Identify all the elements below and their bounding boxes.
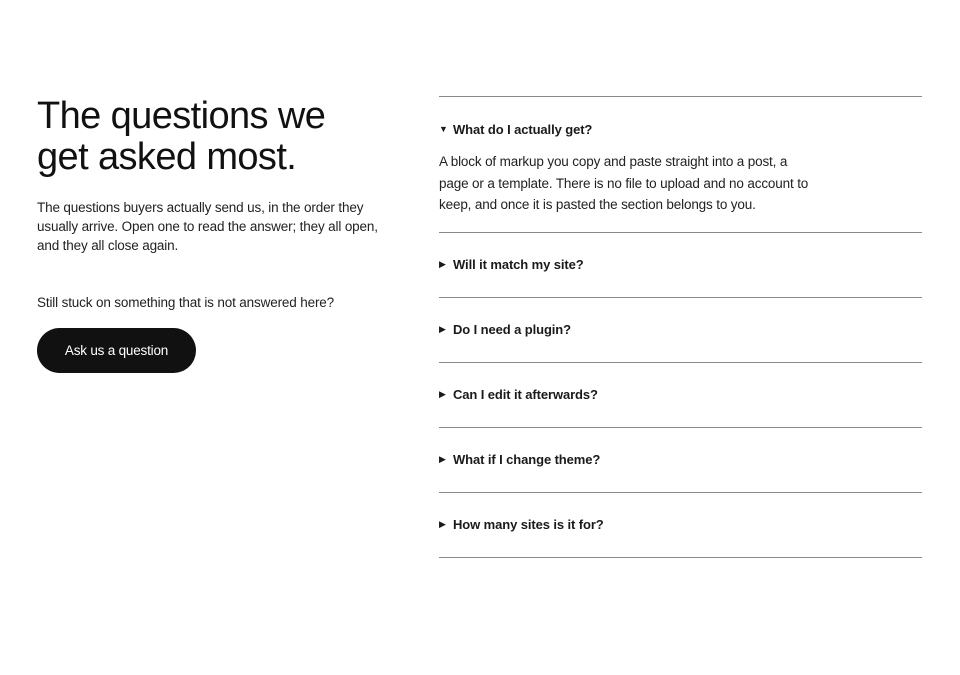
faq-question-label: How many sites is it for? [453, 517, 604, 532]
faq-question-match-site[interactable] [439, 233, 922, 297]
intro-description: The questions buyers actually send us, in the order they usually arrive. Open one to read the answer; they all open, and they all close again. [37, 200, 378, 253]
faq-intro [37, 96, 397, 373]
faq-question-how-many-sites[interactable] [439, 493, 922, 557]
page-title-line-2: get asked most. [37, 136, 297, 178]
faq-item-need-plugin [439, 297, 922, 362]
caret-right-icon: ▶ [439, 324, 446, 334]
faq-question-need-plugin[interactable] [439, 298, 922, 362]
faq-question-label: Will it match my site? [453, 257, 584, 272]
faq-item-change-theme [439, 427, 922, 492]
faq-question-change-theme[interactable] [439, 428, 922, 492]
faq-item-how-many-sites [439, 492, 922, 558]
faq-accordion [439, 96, 922, 558]
faq-question-label: Can I edit it afterwards? [453, 387, 598, 402]
faq-item-match-site [439, 232, 922, 297]
caret-right-icon: ▶ [439, 519, 446, 529]
caret-right-icon: ▶ [439, 389, 446, 399]
faq-answer: A block of markup you copy and paste straight into a post, a page or a template. There is no file to upload and no account to keep, and once it is pasted the section belongs to you. [439, 154, 809, 212]
caret-down-icon: ▼ [439, 123, 448, 134]
page-title-line-1: The questions we [37, 95, 326, 137]
caret-right-icon: ▶ [439, 454, 446, 464]
page-title [37, 96, 397, 178]
faq-item-what-do-i-get [439, 96, 922, 232]
faq-question-label: What do I actually get? [453, 121, 593, 137]
stuck-text: Still stuck on something that is not answered here? [37, 295, 335, 310]
caret-right-icon: ▶ [439, 259, 446, 269]
ask-question-button[interactable]: Ask us a question [37, 328, 196, 373]
faq-question-label: What if I change theme? [453, 452, 601, 467]
faq-question-label: Do I need a plugin? [453, 322, 571, 337]
faq-question-edit-afterwards[interactable] [439, 363, 922, 427]
faq-item-edit-afterwards [439, 362, 922, 427]
